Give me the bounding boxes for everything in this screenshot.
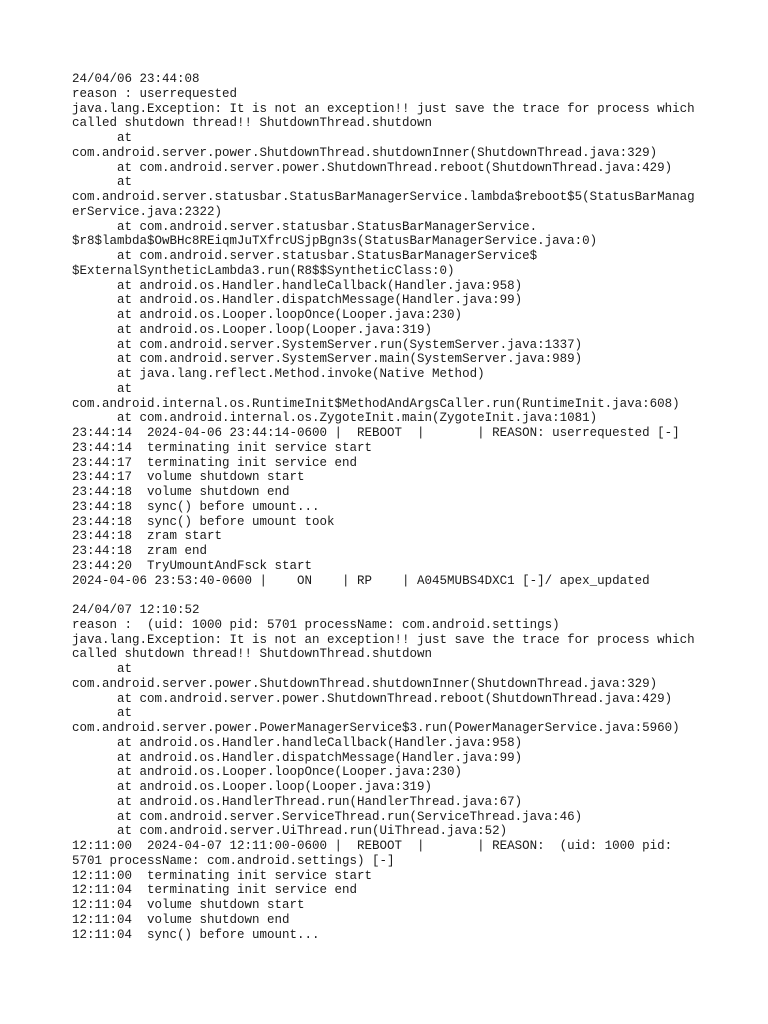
log-line: at com.android.server.SystemServer.main(SystemServer.java:989) <box>72 352 583 367</box>
log-line: com.android.server.power.ShutdownThread.shutdownInner(ShutdownThread.java:329) <box>72 145 658 160</box>
log-line: com.android.internal.os.RuntimeInit$MethodAndArgsCaller.run(RuntimeInit.java:608) <box>72 396 680 411</box>
log-line: 23:44:18 zram end <box>72 544 208 558</box>
log-line: at android.os.Handler.dispatchMessage(Handler.java:99) <box>72 750 523 765</box>
log-line: at com.android.server.power.ShutdownThread.reboot(ShutdownThread.java:429) <box>72 691 673 706</box>
log-line <box>72 588 712 603</box>
log-line: com.android.server.statusbar.StatusBarManagerService.lambda$reboot$5(StatusBarManag <box>72 190 695 204</box>
log-line: at <box>72 381 133 396</box>
log-line: at android.os.Looper.loop(Looper.java:319) <box>72 322 433 337</box>
log-line: at android.os.Handler.handleCallback(Handler.java:958) <box>72 735 523 750</box>
log-line: at com.android.server.power.ShutdownThread.reboot(ShutdownThread.java:429) <box>72 160 673 175</box>
log-line: 23:44:14 2024-04-06 23:44:14-0600 | REBOOT | | REASON: userrequested [-] <box>72 426 680 440</box>
log-line: 23:44:17 terminating init service end <box>72 455 358 470</box>
log-line: 24/04/06 23:44:08 <box>72 72 200 86</box>
log-line: 23:44:18 zram start <box>72 529 223 544</box>
log-line: at android.os.Handler.handleCallback(Handler.java:958) <box>72 278 523 293</box>
log-line: at android.os.Looper.loopOnce(Looper.java:230) <box>72 765 463 780</box>
log-line: called shutdown thread!! ShutdownThread.shutdown <box>72 116 433 131</box>
log-line: 2024-04-06 23:53:40-0600 | ON | RP | A045MUBS4DXC1 [-]/ apex_updated <box>72 573 650 588</box>
log-line: at com.android.server.SystemServer.run(SystemServer.java:1337) <box>72 337 583 352</box>
log-line: at java.lang.reflect.Method.invoke(Native Method) <box>72 367 485 381</box>
log-line: erService.java:2322) <box>72 204 223 219</box>
log-line: at android.os.HandlerThread.run(HandlerThread.java:67) <box>72 794 523 809</box>
log-line: java.lang.Exception: It is not an exception!! just save the trace for process which <box>72 101 695 116</box>
log-line: at <box>72 175 133 190</box>
log-line: $ExternalSyntheticLambda3.run(R8$$SyntheticClass:0) <box>72 263 455 278</box>
log-line: at android.os.Looper.loopOnce(Looper.java:230) <box>72 308 463 322</box>
log-line: 12:11:00 terminating init service start <box>72 868 373 883</box>
log-line: at com.android.server.ServiceThread.run(ServiceThread.java:46) <box>72 809 583 824</box>
log-line: 23:44:18 volume shutdown end <box>72 485 290 499</box>
log-line: 12:11:04 sync() before umount... <box>72 927 320 942</box>
log-line: 23:44:18 sync() before umount... <box>72 499 320 514</box>
log-line: at com.android.server.UiThread.run(UiThread.java:52) <box>72 824 508 839</box>
log-line: at com.android.internal.os.ZygoteInit.main(ZygoteInit.java:1081) <box>72 411 598 426</box>
log-line: at android.os.Handler.dispatchMessage(Handler.java:99) <box>72 293 523 308</box>
log-line: 23:44:18 sync() before umount took <box>72 514 335 529</box>
log-line: reason : userrequested <box>72 86 238 101</box>
log-line: at com.android.server.statusbar.StatusBarManagerService$ <box>72 249 538 263</box>
log-line: 24/04/07 12:10:52 <box>72 603 200 617</box>
log-line: at <box>72 706 133 721</box>
log-line: 23:44:14 terminating init service start <box>72 440 373 455</box>
log-line: at com.android.server.statusbar.StatusBarManagerService. <box>72 219 538 234</box>
log-line: com.android.server.power.PowerManagerService$3.run(PowerManagerService.java:5960) <box>72 721 680 735</box>
log-line: 12:11:04 terminating init service end <box>72 883 358 898</box>
log-line: 23:44:17 volume shutdown start <box>72 470 305 485</box>
log-line: $r8$lambda$OwBHc8REiqmJuTXfrcUSjpBgn3s(StatusBarManagerService.java:0) <box>72 234 598 249</box>
log-line: 12:11:04 volume shutdown start <box>72 898 305 912</box>
log-line: at android.os.Looper.loop(Looper.java:319) <box>72 780 433 794</box>
log-line: called shutdown thread!! ShutdownThread.shutdown <box>72 647 433 662</box>
log-line: at <box>72 131 133 145</box>
log-line: com.android.server.power.ShutdownThread.shutdownInner(ShutdownThread.java:329) <box>72 676 658 691</box>
log-document <box>72 72 712 942</box>
log-line: 23:44:20 TryUmountAndFsck start <box>72 558 313 573</box>
log-line: 12:11:04 volume shutdown end <box>72 912 290 927</box>
log-line: 5701 processName: com.android.settings) [-] <box>72 853 395 868</box>
log-line: 12:11:00 2024-04-07 12:11:00-0600 | REBOOT | | REASON: (uid: 1000 pid: <box>72 839 673 853</box>
log-line: at <box>72 662 133 676</box>
log-line: java.lang.Exception: It is not an exception!! just save the trace for process which <box>72 632 695 647</box>
log-line: reason : (uid: 1000 pid: 5701 processName: com.android.settings) <box>72 617 560 632</box>
